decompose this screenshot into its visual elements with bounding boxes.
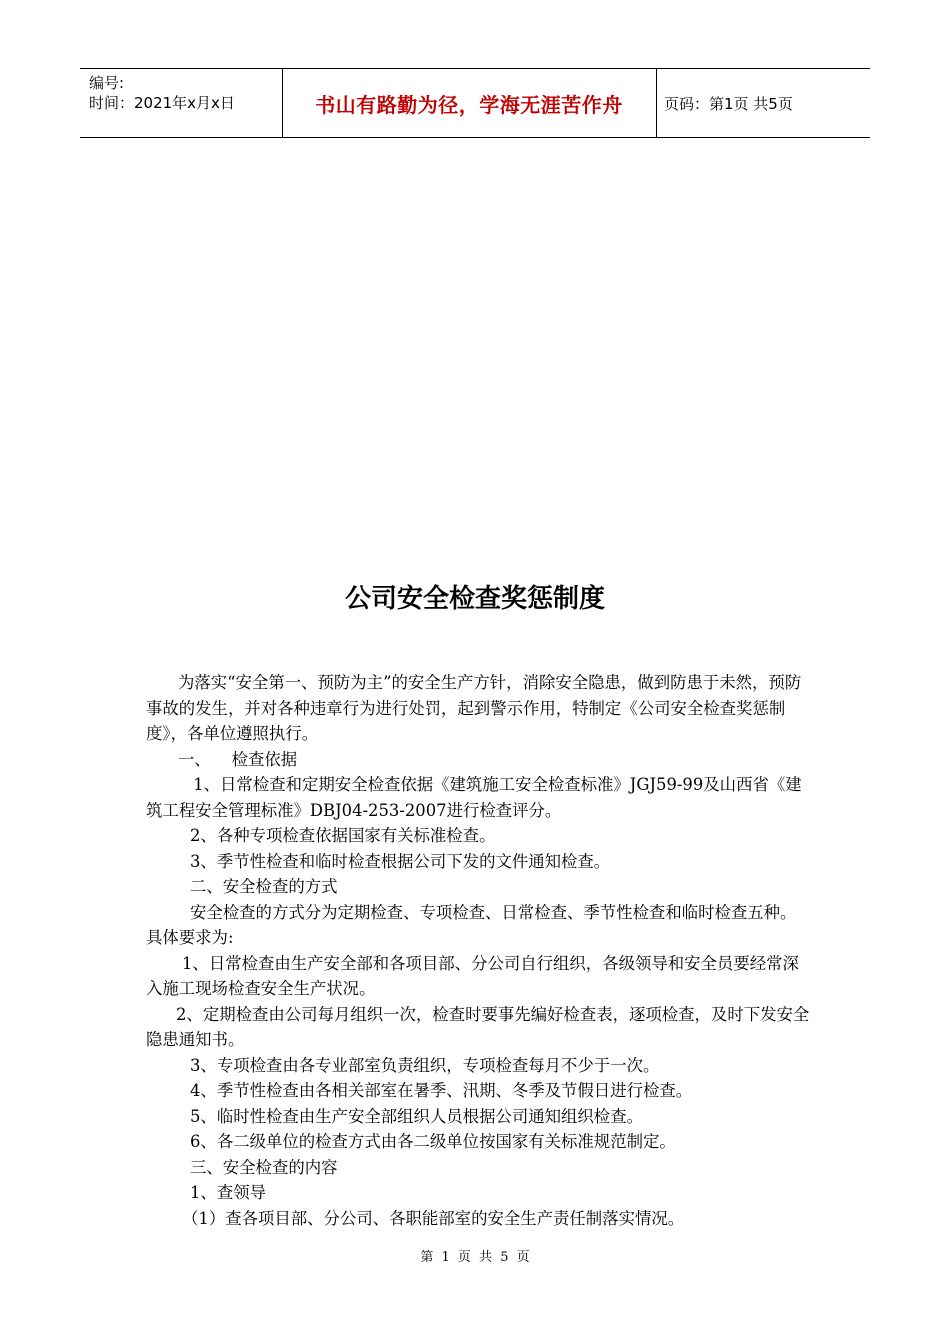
content-item-1: 1、查领导 (190, 1183, 266, 1202)
motto-text: 书山有路勤为径，学海无涯苦作舟 (315, 92, 623, 117)
method-item-4: 4、季节性检查由各相关部室在暑季、汛期、冬季及节假日进行检查。 (190, 1081, 693, 1100)
document-title: 公司安全检查奖惩制度 (344, 584, 605, 614)
method-item-5: 5、临时性检查由生产安全部组织人员根据公司通知组织检查。 (190, 1106, 643, 1126)
number-label: 编号: (89, 74, 125, 92)
content-subitem-1: （1）查各项目部、分公司、各职能部室的安全生产责任制落实情况。 (182, 1208, 685, 1228)
basis-item-2: 2、各种专项检查依据国家有关标准检查。 (190, 826, 496, 845)
intro-paragraph: 为落实“安全第一、预防为主”的安全生产方针，消除安全隐患，做到防患于未然，预防事故的发生，并对各种违章行为进行处罚，起到警示作用，特制定《公司安全检查奖惩制度》，各单位遵照执行。 (146, 673, 802, 743)
header-info-cell (80, 69, 283, 137)
page-footer: 第 1 页 共 5 页 (420, 1250, 530, 1265)
method-item-6: 6、各二级单位的检查方式由各二级单位按国家有关标准规范制定。 (190, 1132, 676, 1151)
method-item-2: 2、定期检查由公司每月组织一次，检查时要事先编好检查表，逐项检查，及时下发安全隐患通知书。 (146, 1004, 810, 1049)
header-motto-cell (282, 69, 657, 137)
page-code: 页码：第1页 共5页 (664, 94, 793, 113)
time-label: 时间：2021年x月x日 (89, 94, 235, 112)
basis-item-3: 3、季节性检查和临时检查根据公司下发的文件通知检查。 (190, 851, 611, 871)
header-page-cell (657, 69, 877, 137)
method-item-1: 1、日常检查由生产安全部和各项目部、分公司自行组织，各级领导和安全员要经常深入施工现场检查安全生产状况。 (146, 953, 799, 998)
section-heading-method: 二、安全检查的方式 (190, 877, 338, 896)
section-heading-basis: 一、 检查依据 (178, 749, 298, 769)
method-intro: 安全检查的方式分为定期检查、专项检查、日常检查、季节性检查和临时检查五种。具体要求为: (146, 902, 797, 947)
document-body (146, 670, 811, 1231)
basis-item-1: 1、日常检查和定期安全检查依据《建筑施工安全检查标准》JGJ59-99及山西省《建筑工程安全管理标准》DBJ04-253-2007进行检查评分。 (146, 775, 802, 820)
method-item-3: 3、专项检查由各专业部室负责组织，专项检查每月不少于一次。 (190, 1055, 660, 1075)
document-header (80, 68, 870, 138)
section-heading-content: 三、安全检查的内容 (190, 1157, 338, 1177)
